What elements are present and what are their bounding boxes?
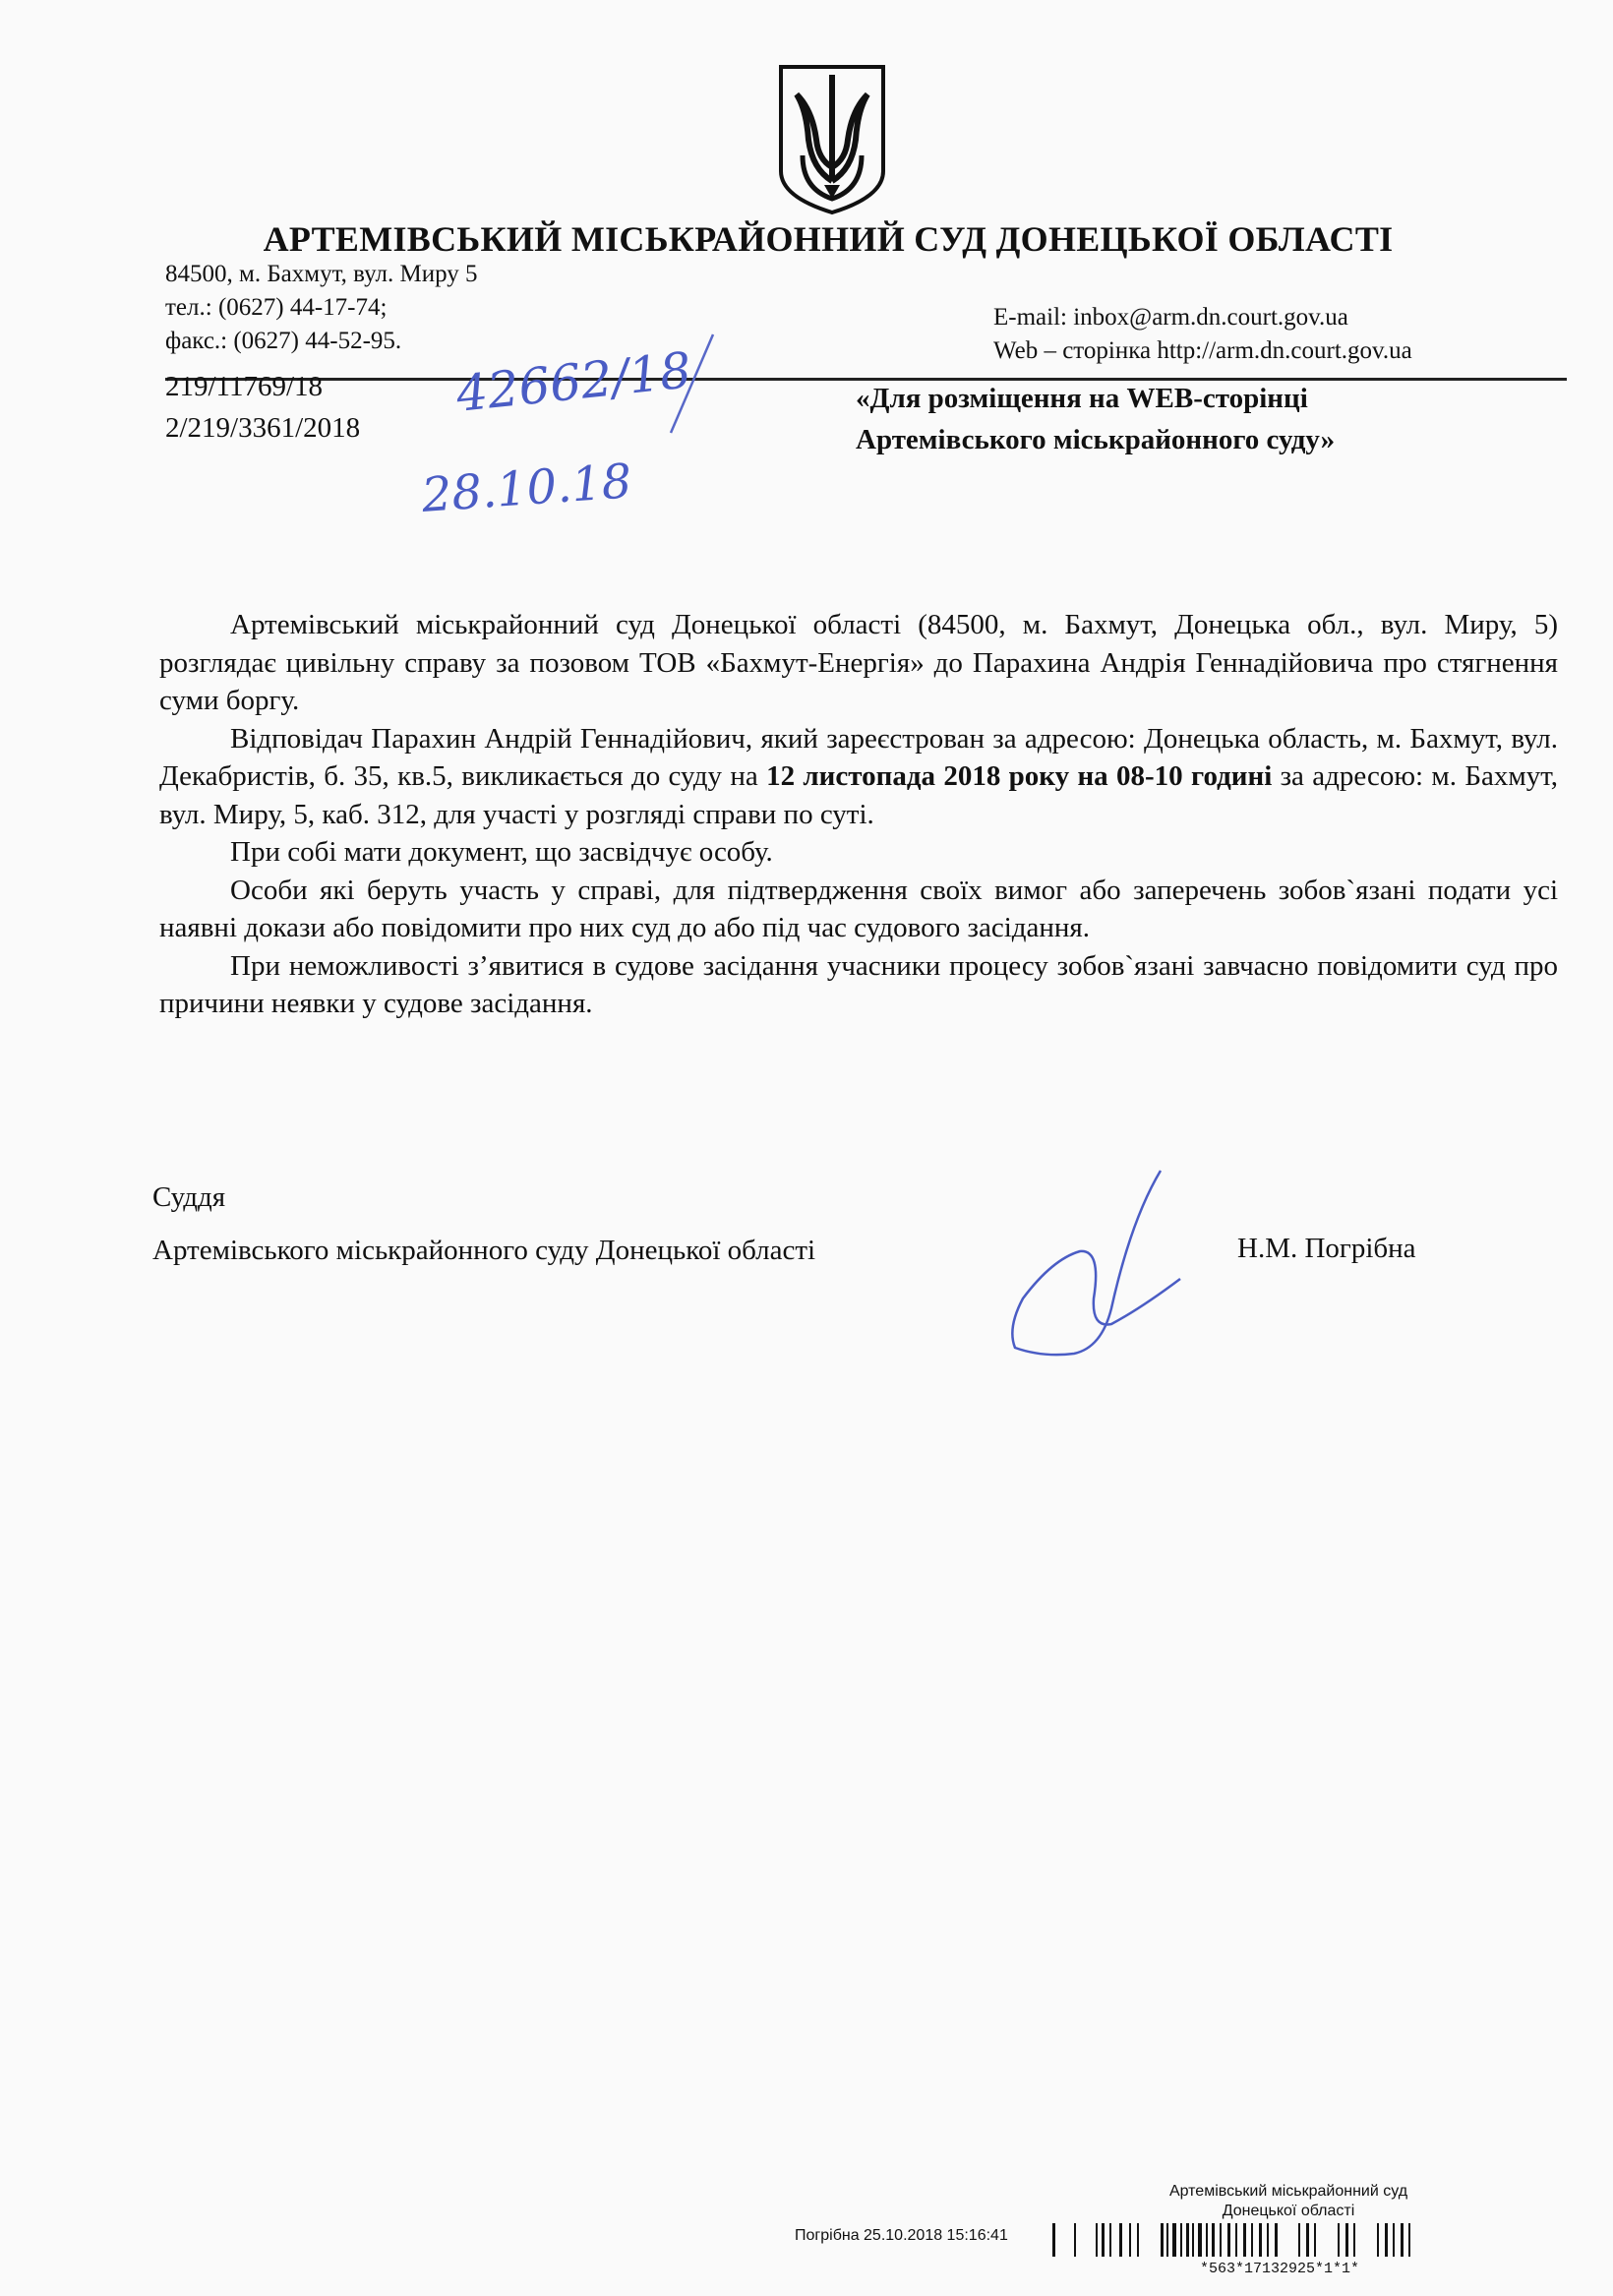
court-online-contacts xyxy=(993,301,1412,368)
court-email: E-mail: inbox@arm.dn.court.gov.ua xyxy=(993,304,1348,331)
stamp-signed-timestamp: Погрібна 25.10.2018 15:16:41 xyxy=(795,2227,1008,2244)
hearing-date: 12 листопада 2018 року на 08-10 годині xyxy=(766,760,1273,792)
court-website: Web – сторінка http://arm.dn.court.gov.ua xyxy=(993,337,1412,364)
judge-name: Н.М. Погрібна xyxy=(1237,1233,1416,1264)
signature-block xyxy=(152,1171,815,1277)
handwritten-registration-mark xyxy=(413,325,826,561)
electronic-stamp xyxy=(1102,2182,1475,2221)
handwritten-date: 28.10.18 xyxy=(419,453,634,523)
web-note-line-1: «Для розміщення на WEB-сторінці xyxy=(856,383,1308,414)
judge-role: Суддя xyxy=(152,1181,226,1213)
stamp-court-line-1: Артемівський міськрайонний суд xyxy=(1168,2183,1408,2200)
handwritten-ref: 42662/18 xyxy=(453,341,694,423)
barcode-number: *563*17132925*1*1* xyxy=(1200,2261,1360,2277)
paragraph-3: При собі мати документ, що засвідчує особу. xyxy=(230,836,773,868)
web-publication-note xyxy=(856,378,1335,460)
case-number-2: 2/219/3361/2018 xyxy=(165,412,361,444)
stamp-court-line-2: Донецької області xyxy=(1222,2203,1355,2219)
web-note-line-2: Артемівського міськрайонного суду» xyxy=(856,424,1336,455)
paragraph-2-start: Відповідач Парахин Андрій Геннадійович, який зареєстрован за адресою: Донецька область, м. Бахмут, вул. Декабристів, б. 35, кв.5, викликається до суду на xyxy=(159,722,1558,792)
paragraph-1: Артемівський міськрайонний суд Донецької області (84500, м. Бахмут, Донецька обл., вул. Миру, 5) розглядає цивільну справу за позовом ТОВ «Бахмут-Енергія» до Парахина Андрія Геннадійовича про стягнення суми боргу. xyxy=(159,609,1558,716)
handwritten-signature xyxy=(1003,1161,1200,1377)
coat-of-arms-icon xyxy=(773,61,891,216)
notice-body xyxy=(159,606,1558,1023)
paragraph-4: Особи які беруть участь у справі, для підтвердження своїх вимог або заперечень зобов`язані подати усі наявні докази або повідомити про них суд до або під час судового засідання. xyxy=(159,874,1558,943)
judge-court: Артемівського міськрайонного суду Донецької області xyxy=(152,1235,816,1266)
court-fax: факс.: (0627) 44-52-95. xyxy=(165,328,402,354)
court-title: АРТЕМІВСЬКИЙ МІСЬКРАЙОННИЙ СУД ДОНЕЦЬКОЇ ОБЛАСТІ xyxy=(263,219,1394,259)
case-number-1: 219/11769/18 xyxy=(165,371,324,402)
court-address: 84500, м. Бахмут, вул. Миру 5 xyxy=(165,261,478,287)
paragraph-5: При неможливості з’явитися в судове засідання учасники процесу зобов`язані завчасно повідомити суд про причини неявки у судове засідання. xyxy=(159,949,1558,1019)
barcode-icon xyxy=(1052,2221,1534,2261)
court-phone: тел.: (0627) 44-17-74; xyxy=(165,294,388,321)
paragraph-2-end: за адресою: м. Бахмут, вул. Миру, 5, каб. 312, для участі у розгляді справи по суті. xyxy=(159,760,1558,830)
paragraph-2 xyxy=(159,720,1558,834)
case-numbers xyxy=(165,366,360,449)
